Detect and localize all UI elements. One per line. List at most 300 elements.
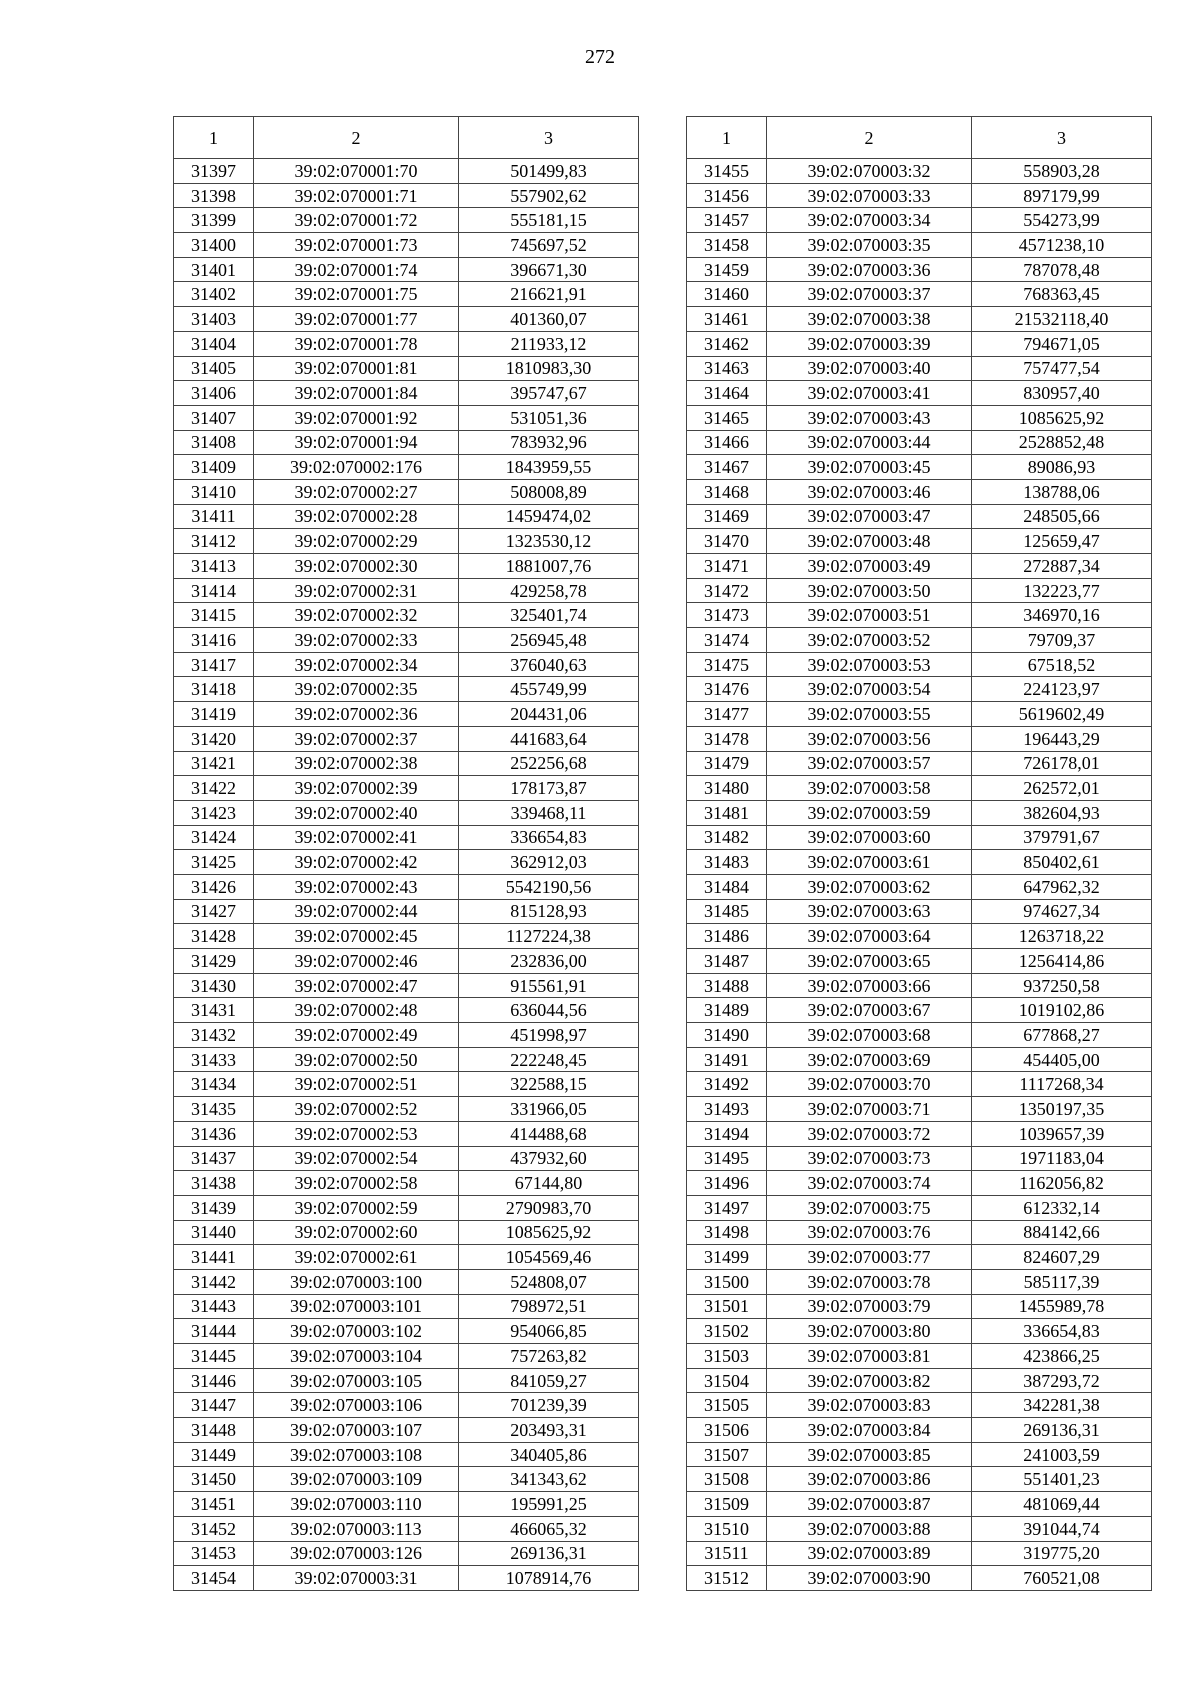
cadastral-number-cell: 39:02:070003:43 [767, 405, 972, 430]
value-cell: 5542190,56 [459, 874, 639, 899]
table-row [687, 800, 1152, 825]
row-number-cell: 31418 [174, 677, 254, 702]
table-row [174, 1171, 639, 1196]
value-cell: 441683,64 [459, 726, 639, 751]
table-row [687, 850, 1152, 875]
cadastral-number-cell: 39:02:070002:30 [254, 554, 459, 579]
column-header-3: 3 [459, 117, 639, 159]
cadastral-number-cell: 39:02:070002:50 [254, 1047, 459, 1072]
cadastral-number-cell: 39:02:070003:113 [254, 1516, 459, 1541]
row-number-cell: 31450 [174, 1467, 254, 1492]
cadastral-number-cell: 39:02:070002:40 [254, 800, 459, 825]
row-number-cell: 31471 [687, 554, 767, 579]
value-cell: 232836,00 [459, 949, 639, 974]
cadastral-number-cell: 39:02:070003:90 [767, 1566, 972, 1591]
cadastral-number-cell: 39:02:070001:77 [254, 307, 459, 332]
table-row [687, 479, 1152, 504]
cadastral-number-cell: 39:02:070003:39 [767, 331, 972, 356]
table-row [687, 825, 1152, 850]
table-row [174, 726, 639, 751]
row-number-cell: 31489 [687, 998, 767, 1023]
table-row [174, 973, 639, 998]
table-row [687, 1047, 1152, 1072]
row-number-cell: 31485 [687, 899, 767, 924]
cadastral-number-cell: 39:02:070001:81 [254, 356, 459, 381]
table-row [687, 208, 1152, 233]
row-number-cell: 31504 [687, 1368, 767, 1393]
value-cell: 850402,61 [972, 850, 1152, 875]
column-header-3: 3 [972, 117, 1152, 159]
column-header-2: 2 [767, 117, 972, 159]
value-cell: 21532118,40 [972, 307, 1152, 332]
value-cell: 937250,58 [972, 973, 1152, 998]
value-cell: 379791,67 [972, 825, 1152, 850]
value-cell: 322588,15 [459, 1072, 639, 1097]
table-row [687, 455, 1152, 480]
cadastral-number-cell: 39:02:070003:126 [254, 1541, 459, 1566]
row-number-cell: 31478 [687, 726, 767, 751]
value-cell: 256945,48 [459, 628, 639, 653]
value-cell: 1162056,82 [972, 1171, 1152, 1196]
value-cell: 336654,83 [459, 825, 639, 850]
table-row [174, 1541, 639, 1566]
value-cell: 481069,44 [972, 1492, 1152, 1517]
value-cell: 501499,83 [459, 159, 639, 184]
column-header-1: 1 [174, 117, 254, 159]
row-number-cell: 31490 [687, 1023, 767, 1048]
value-cell: 67144,80 [459, 1171, 639, 1196]
cadastral-number-cell: 39:02:070003:80 [767, 1319, 972, 1344]
row-number-cell: 31460 [687, 282, 767, 307]
table-row [174, 924, 639, 949]
cadastral-number-cell: 39:02:070003:108 [254, 1442, 459, 1467]
table-row [174, 751, 639, 776]
table-row [174, 1393, 639, 1418]
row-number-cell: 31451 [174, 1492, 254, 1517]
cadastral-number-cell: 39:02:070001:75 [254, 282, 459, 307]
row-number-cell: 31447 [174, 1393, 254, 1418]
cadastral-number-cell: 39:02:070003:76 [767, 1220, 972, 1245]
page-number: 272 [585, 46, 615, 68]
cadastral-number-cell: 39:02:070002:45 [254, 924, 459, 949]
value-cell: 783932,96 [459, 430, 639, 455]
cadastral-number-cell: 39:02:070003:51 [767, 603, 972, 628]
cadastral-number-cell: 39:02:070001:84 [254, 381, 459, 406]
table-row [174, 776, 639, 801]
row-number-cell: 31433 [174, 1047, 254, 1072]
table-right [686, 116, 1152, 1591]
value-cell: 89086,93 [972, 455, 1152, 480]
cadastral-number-cell: 39:02:070002:43 [254, 874, 459, 899]
cadastral-number-cell: 39:02:070002:29 [254, 529, 459, 554]
row-number-cell: 31483 [687, 850, 767, 875]
row-number-cell: 31466 [687, 430, 767, 455]
value-cell: 451998,97 [459, 1023, 639, 1048]
value-cell: 216621,91 [459, 282, 639, 307]
cadastral-number-cell: 39:02:070003:56 [767, 726, 972, 751]
table-row [174, 628, 639, 653]
table-row [174, 949, 639, 974]
value-cell: 178173,87 [459, 776, 639, 801]
cadastral-number-cell: 39:02:070002:47 [254, 973, 459, 998]
cadastral-number-cell: 39:02:070002:60 [254, 1220, 459, 1245]
cadastral-number-cell: 39:02:070003:31 [254, 1566, 459, 1591]
cadastral-number-cell: 39:02:070003:53 [767, 652, 972, 677]
value-cell: 342281,38 [972, 1393, 1152, 1418]
value-cell: 1054569,46 [459, 1245, 639, 1270]
cadastral-number-cell: 39:02:070003:57 [767, 751, 972, 776]
cadastral-number-cell: 39:02:070003:66 [767, 973, 972, 998]
value-cell: 884142,66 [972, 1220, 1152, 1245]
row-number-cell: 31488 [687, 973, 767, 998]
value-cell: 726178,01 [972, 751, 1152, 776]
value-cell: 241003,59 [972, 1442, 1152, 1467]
value-cell: 269136,31 [972, 1418, 1152, 1443]
table-row [687, 554, 1152, 579]
table-row [687, 652, 1152, 677]
cadastral-number-cell: 39:02:070003:52 [767, 628, 972, 653]
table-row [174, 1418, 639, 1443]
row-number-cell: 31439 [174, 1195, 254, 1220]
value-cell: 1127224,38 [459, 924, 639, 949]
value-cell: 677868,27 [972, 1023, 1152, 1048]
table-row [174, 825, 639, 850]
value-cell: 269136,31 [459, 1541, 639, 1566]
row-number-cell: 31427 [174, 899, 254, 924]
row-number-cell: 31438 [174, 1171, 254, 1196]
table-row [687, 1097, 1152, 1122]
table-row [174, 998, 639, 1023]
cadastral-number-cell: 39:02:070003:46 [767, 479, 972, 504]
table-row [687, 1492, 1152, 1517]
value-cell: 196443,29 [972, 726, 1152, 751]
table-row [687, 1146, 1152, 1171]
row-number-cell: 31491 [687, 1047, 767, 1072]
row-number-cell: 31411 [174, 504, 254, 529]
cadastral-number-cell: 39:02:070003:47 [767, 504, 972, 529]
table-row [174, 1269, 639, 1294]
value-cell: 558903,28 [972, 159, 1152, 184]
value-cell: 340405,86 [459, 1442, 639, 1467]
table-row [687, 1344, 1152, 1369]
cadastral-number-cell: 39:02:070003:49 [767, 554, 972, 579]
value-cell: 1881007,76 [459, 554, 639, 579]
table-row [174, 603, 639, 628]
cadastral-number-cell: 39:02:070002:58 [254, 1171, 459, 1196]
row-number-cell: 31401 [174, 257, 254, 282]
value-cell: 138788,06 [972, 479, 1152, 504]
value-cell: 376040,63 [459, 652, 639, 677]
cadastral-number-cell: 39:02:070003:74 [767, 1171, 972, 1196]
value-cell: 508008,89 [459, 479, 639, 504]
value-cell: 391044,74 [972, 1516, 1152, 1541]
table-row [174, 233, 639, 258]
table-row [687, 1072, 1152, 1097]
cadastral-number-cell: 39:02:070002:39 [254, 776, 459, 801]
row-number-cell: 31467 [687, 455, 767, 480]
table-row [174, 1146, 639, 1171]
cadastral-number-cell: 39:02:070002:176 [254, 455, 459, 480]
cadastral-number-cell: 39:02:070003:34 [767, 208, 972, 233]
value-cell: 396671,30 [459, 257, 639, 282]
row-number-cell: 31448 [174, 1418, 254, 1443]
table-row [174, 331, 639, 356]
value-cell: 5619602,49 [972, 702, 1152, 727]
value-cell: 67518,52 [972, 652, 1152, 677]
row-number-cell: 31493 [687, 1097, 767, 1122]
cadastral-number-cell: 39:02:070003:35 [767, 233, 972, 258]
row-number-cell: 31498 [687, 1220, 767, 1245]
cadastral-number-cell: 39:02:070002:49 [254, 1023, 459, 1048]
row-number-cell: 31472 [687, 578, 767, 603]
value-cell: 423866,25 [972, 1344, 1152, 1369]
table-row [687, 998, 1152, 1023]
row-number-cell: 31414 [174, 578, 254, 603]
cadastral-number-cell: 39:02:070001:70 [254, 159, 459, 184]
row-number-cell: 31422 [174, 776, 254, 801]
cadastral-number-cell: 39:02:070001:74 [254, 257, 459, 282]
value-cell: 824607,29 [972, 1245, 1152, 1270]
cadastral-number-cell: 39:02:070001:94 [254, 430, 459, 455]
table-row [687, 578, 1152, 603]
table-row [174, 1220, 639, 1245]
row-number-cell: 31445 [174, 1344, 254, 1369]
row-number-cell: 31473 [687, 603, 767, 628]
cadastral-number-cell: 39:02:070003:89 [767, 1541, 972, 1566]
table-row [687, 381, 1152, 406]
row-number-cell: 31507 [687, 1442, 767, 1467]
column-header-2: 2 [254, 117, 459, 159]
cadastral-number-cell: 39:02:070003:63 [767, 899, 972, 924]
cadastral-number-cell: 39:02:070003:68 [767, 1023, 972, 1048]
table-row [687, 529, 1152, 554]
cadastral-number-cell: 39:02:070002:59 [254, 1195, 459, 1220]
cadastral-number-cell: 39:02:070003:109 [254, 1467, 459, 1492]
table-row [687, 504, 1152, 529]
value-cell: 382604,93 [972, 800, 1152, 825]
row-number-cell: 31431 [174, 998, 254, 1023]
row-number-cell: 31455 [687, 159, 767, 184]
row-number-cell: 31415 [174, 603, 254, 628]
table-row [174, 1467, 639, 1492]
cadastral-number-cell: 39:02:070002:31 [254, 578, 459, 603]
value-cell: 555181,15 [459, 208, 639, 233]
table-row [174, 554, 639, 579]
cadastral-number-cell: 39:02:070003:58 [767, 776, 972, 801]
value-cell: 79709,37 [972, 628, 1152, 653]
row-number-cell: 31412 [174, 529, 254, 554]
row-number-cell: 31436 [174, 1121, 254, 1146]
cadastral-number-cell: 39:02:070003:61 [767, 850, 972, 875]
value-cell: 647962,32 [972, 874, 1152, 899]
value-cell: 2528852,48 [972, 430, 1152, 455]
value-cell: 387293,72 [972, 1368, 1152, 1393]
value-cell: 524808,07 [459, 1269, 639, 1294]
cadastral-number-cell: 39:02:070003:55 [767, 702, 972, 727]
value-cell: 252256,68 [459, 751, 639, 776]
value-cell: 454405,00 [972, 1047, 1152, 1072]
value-cell: 204431,06 [459, 702, 639, 727]
row-number-cell: 31402 [174, 282, 254, 307]
table-row [687, 1294, 1152, 1319]
table-row [174, 307, 639, 332]
value-cell: 1455989,78 [972, 1294, 1152, 1319]
cadastral-number-cell: 39:02:070003:41 [767, 381, 972, 406]
cadastral-number-cell: 39:02:070003:85 [767, 1442, 972, 1467]
row-number-cell: 31441 [174, 1245, 254, 1270]
row-number-cell: 31409 [174, 455, 254, 480]
value-cell: 339468,11 [459, 800, 639, 825]
row-number-cell: 31453 [174, 1541, 254, 1566]
row-number-cell: 31477 [687, 702, 767, 727]
table-row [687, 1541, 1152, 1566]
value-cell: 455749,99 [459, 677, 639, 702]
cadastral-number-cell: 39:02:070003:45 [767, 455, 972, 480]
cadastral-number-cell: 39:02:070003:44 [767, 430, 972, 455]
value-cell: 336654,83 [972, 1319, 1152, 1344]
table-row [687, 628, 1152, 653]
value-cell: 897179,99 [972, 183, 1152, 208]
row-number-cell: 31505 [687, 1393, 767, 1418]
value-cell: 612332,14 [972, 1195, 1152, 1220]
cadastral-number-cell: 39:02:070003:69 [767, 1047, 972, 1072]
row-number-cell: 31470 [687, 529, 767, 554]
table-row [687, 1220, 1152, 1245]
row-number-cell: 31462 [687, 331, 767, 356]
cadastral-number-cell: 39:02:070002:28 [254, 504, 459, 529]
value-cell: 224123,97 [972, 677, 1152, 702]
cadastral-number-cell: 39:02:070001:71 [254, 183, 459, 208]
table-row [687, 726, 1152, 751]
cadastral-number-cell: 39:02:070003:88 [767, 1516, 972, 1541]
cadastral-number-cell: 39:02:070003:60 [767, 825, 972, 850]
row-number-cell: 31487 [687, 949, 767, 974]
cadastral-number-cell: 39:02:070003:79 [767, 1294, 972, 1319]
row-number-cell: 31456 [687, 183, 767, 208]
table-row [174, 1097, 639, 1122]
row-number-cell: 31458 [687, 233, 767, 258]
row-number-cell: 31482 [687, 825, 767, 850]
table-row [687, 430, 1152, 455]
row-number-cell: 31432 [174, 1023, 254, 1048]
row-number-cell: 31461 [687, 307, 767, 332]
table-row [174, 430, 639, 455]
row-number-cell: 31454 [174, 1566, 254, 1591]
row-number-cell: 31468 [687, 479, 767, 504]
row-number-cell: 31430 [174, 973, 254, 998]
row-number-cell: 31481 [687, 800, 767, 825]
value-cell: 701239,39 [459, 1393, 639, 1418]
table-row [687, 751, 1152, 776]
cadastral-number-cell: 39:02:070003:86 [767, 1467, 972, 1492]
table-row [174, 652, 639, 677]
row-number-cell: 31403 [174, 307, 254, 332]
value-cell: 915561,91 [459, 973, 639, 998]
row-number-cell: 31426 [174, 874, 254, 899]
row-number-cell: 31502 [687, 1319, 767, 1344]
table-row [174, 356, 639, 381]
row-number-cell: 31499 [687, 1245, 767, 1270]
cadastral-number-cell: 39:02:070003:67 [767, 998, 972, 1023]
row-number-cell: 31511 [687, 1541, 767, 1566]
table-row [687, 1023, 1152, 1048]
row-number-cell: 31421 [174, 751, 254, 776]
value-cell: 262572,01 [972, 776, 1152, 801]
value-cell: 798972,51 [459, 1294, 639, 1319]
value-cell: 636044,56 [459, 998, 639, 1023]
table-row [174, 1245, 639, 1270]
cadastral-number-cell: 39:02:070002:34 [254, 652, 459, 677]
cadastral-number-cell: 39:02:070003:37 [767, 282, 972, 307]
cadastral-number-cell: 39:02:070003:78 [767, 1269, 972, 1294]
row-number-cell: 31464 [687, 381, 767, 406]
table-row [687, 183, 1152, 208]
cadastral-number-cell: 39:02:070001:78 [254, 331, 459, 356]
row-number-cell: 31459 [687, 257, 767, 282]
value-cell: 319775,20 [972, 1541, 1152, 1566]
row-number-cell: 31479 [687, 751, 767, 776]
table-row [687, 677, 1152, 702]
table-row [174, 282, 639, 307]
value-cell: 757263,82 [459, 1344, 639, 1369]
value-cell: 401360,07 [459, 307, 639, 332]
header-row [174, 117, 639, 159]
table-row [174, 405, 639, 430]
row-number-cell: 31463 [687, 356, 767, 381]
value-cell: 585117,39 [972, 1269, 1152, 1294]
table-row [174, 455, 639, 480]
row-number-cell: 31443 [174, 1294, 254, 1319]
cadastral-number-cell: 39:02:070002:51 [254, 1072, 459, 1097]
table-row [687, 331, 1152, 356]
row-number-cell: 31452 [174, 1516, 254, 1541]
value-cell: 815128,93 [459, 899, 639, 924]
table-row [687, 1171, 1152, 1196]
table-row [174, 1442, 639, 1467]
table-row [174, 183, 639, 208]
table-row [174, 702, 639, 727]
cadastral-number-cell: 39:02:070003:83 [767, 1393, 972, 1418]
table-row [174, 159, 639, 184]
cadastral-number-cell: 39:02:070002:36 [254, 702, 459, 727]
table-row [687, 899, 1152, 924]
cadastral-number-cell: 39:02:070003:65 [767, 949, 972, 974]
value-cell: 1810983,30 [459, 356, 639, 381]
row-number-cell: 31417 [174, 652, 254, 677]
table-row [174, 529, 639, 554]
cadastral-number-cell: 39:02:070003:40 [767, 356, 972, 381]
row-number-cell: 31410 [174, 479, 254, 504]
cadastral-number-cell: 39:02:070003:77 [767, 1245, 972, 1270]
value-cell: 429258,78 [459, 578, 639, 603]
row-number-cell: 31474 [687, 628, 767, 653]
table-row [174, 504, 639, 529]
table-row [174, 479, 639, 504]
value-cell: 4571238,10 [972, 233, 1152, 258]
value-cell: 248505,66 [972, 504, 1152, 529]
cadastral-number-cell: 39:02:070002:37 [254, 726, 459, 751]
row-number-cell: 31480 [687, 776, 767, 801]
value-cell: 830957,40 [972, 381, 1152, 406]
cadastral-number-cell: 39:02:070003:105 [254, 1368, 459, 1393]
cadastral-number-cell: 39:02:070003:100 [254, 1269, 459, 1294]
table-row [174, 800, 639, 825]
value-cell: 1350197,35 [972, 1097, 1152, 1122]
table-row [687, 924, 1152, 949]
value-cell: 1019102,86 [972, 998, 1152, 1023]
row-number-cell: 31424 [174, 825, 254, 850]
row-number-cell: 31512 [687, 1566, 767, 1591]
